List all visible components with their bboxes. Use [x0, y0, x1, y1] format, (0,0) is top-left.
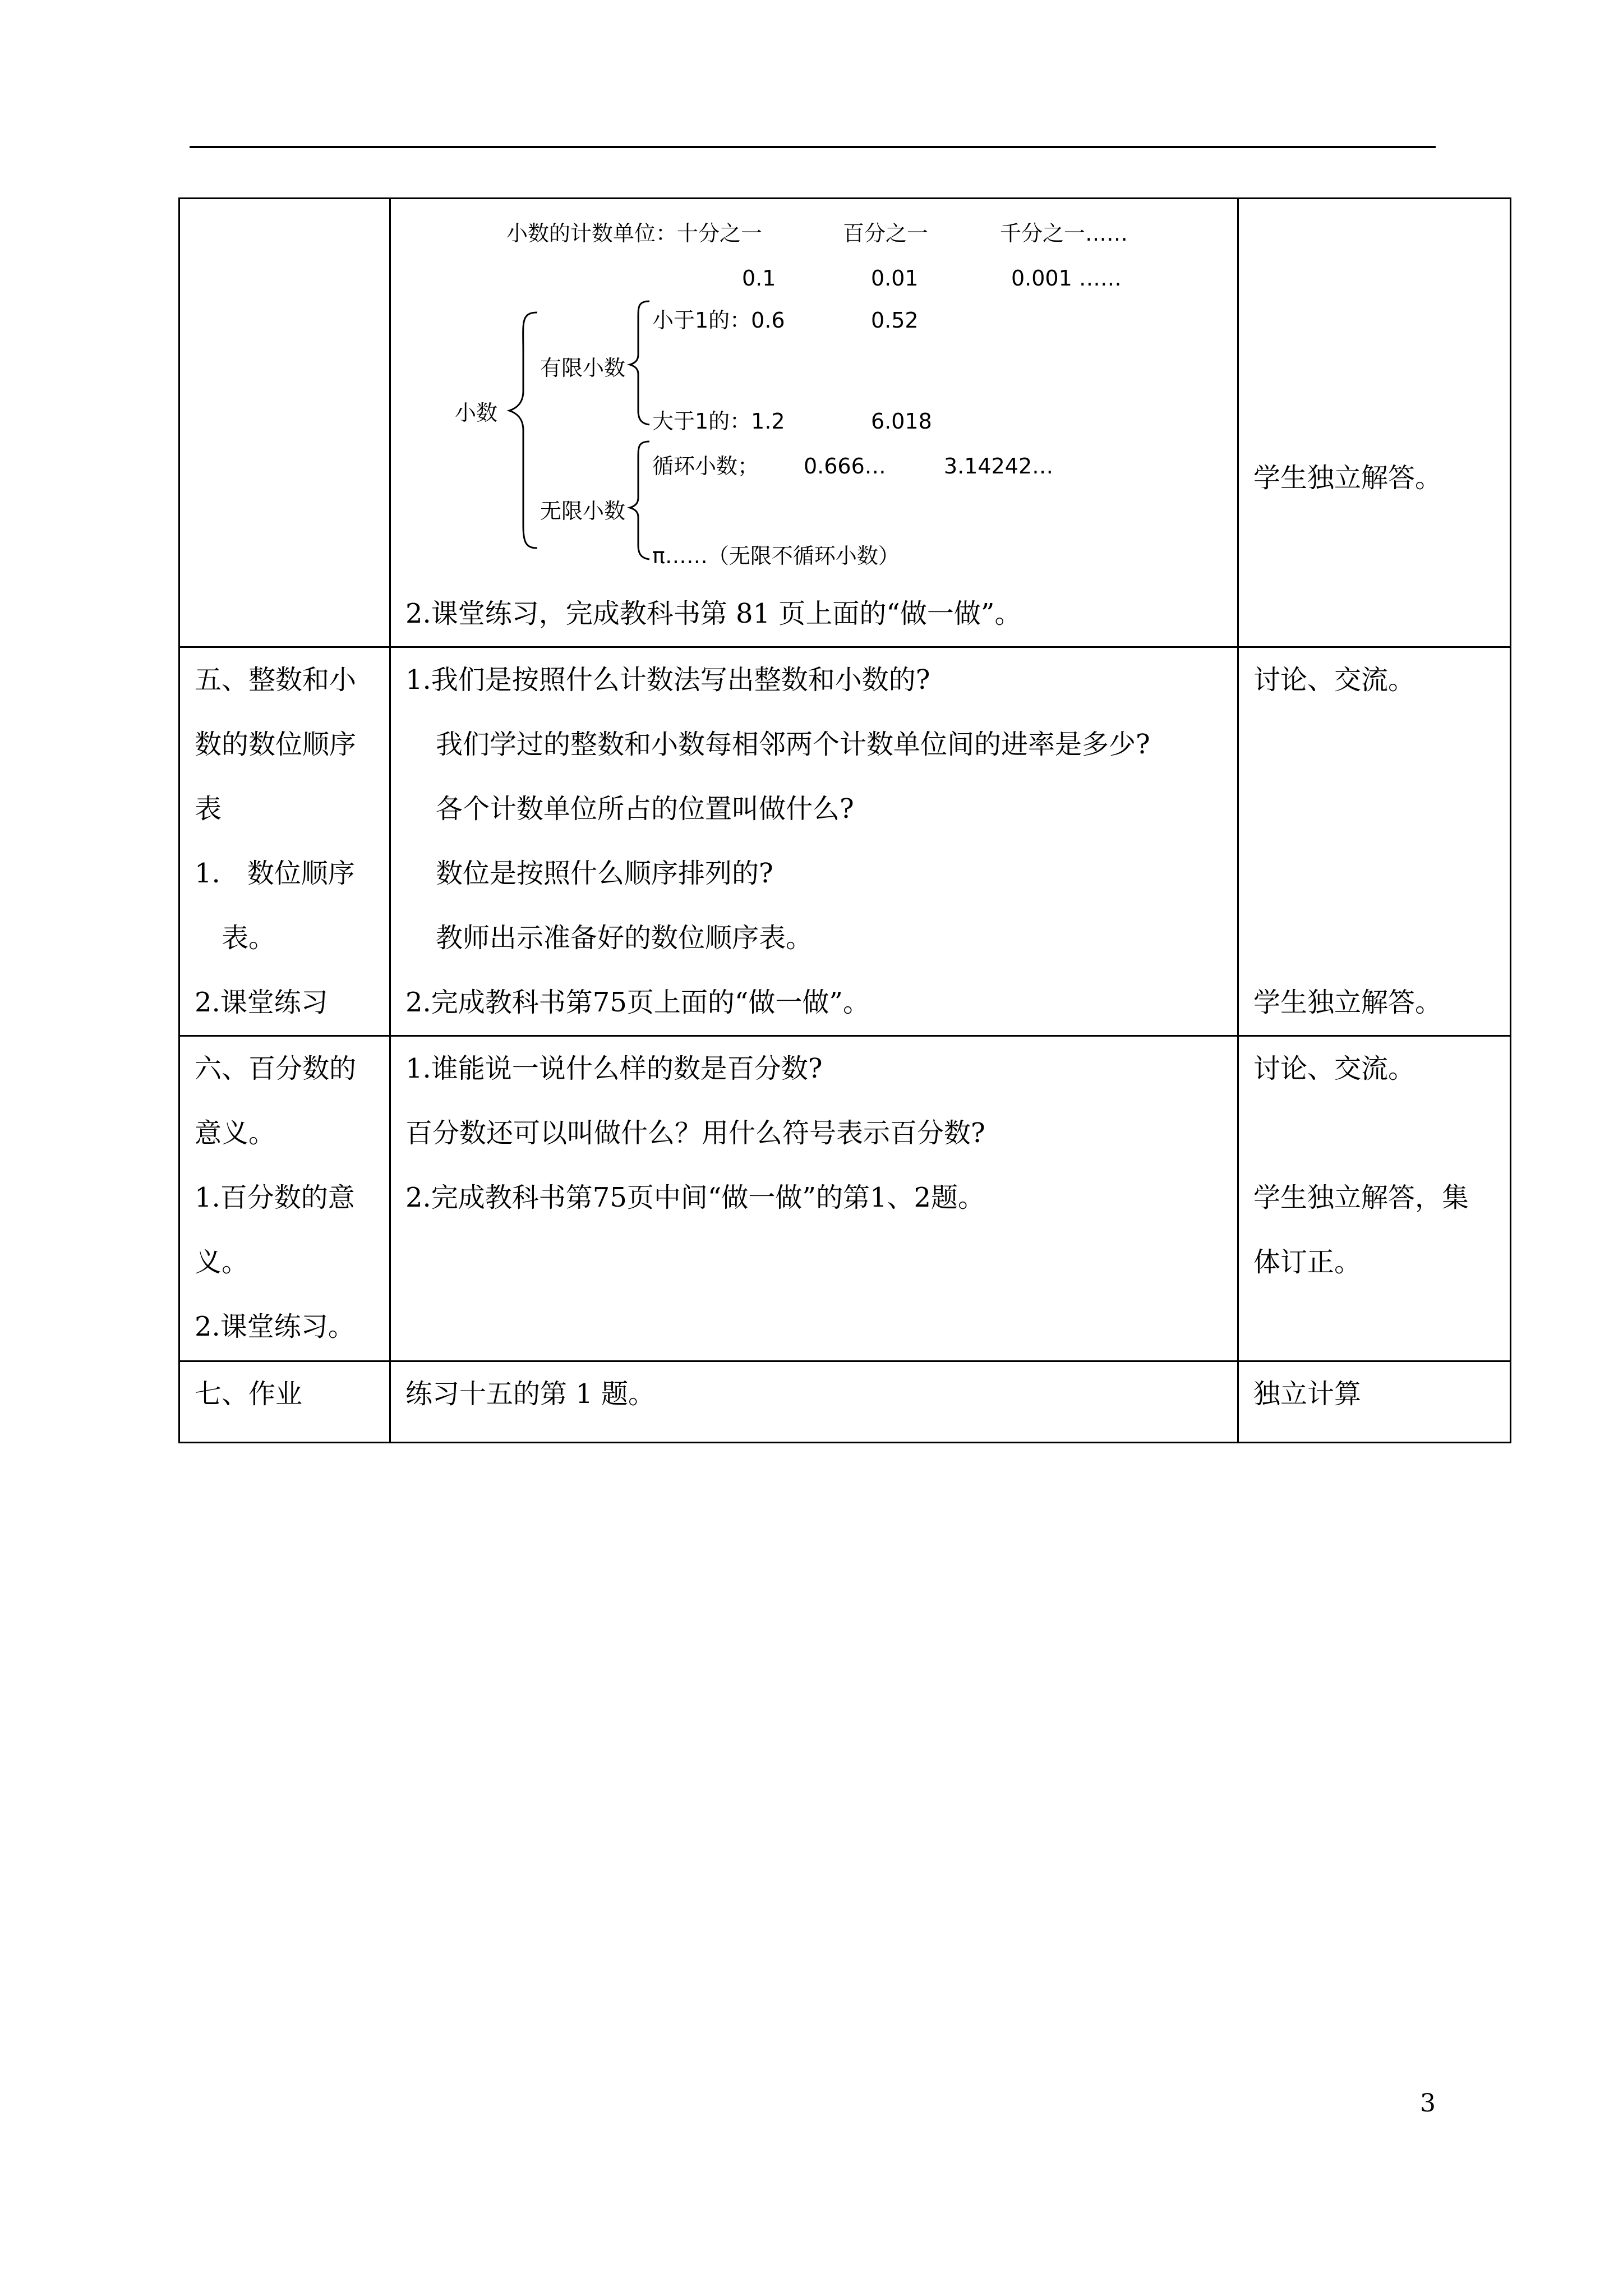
content-line: 教师出示准备好的数位顺序表。	[436, 922, 813, 954]
infinite-label: 无限小数	[540, 499, 626, 523]
stage-line: 五、整数和小	[195, 664, 357, 696]
stage-line: 表	[195, 793, 222, 825]
activity-line: 讨论、交流。	[1253, 1053, 1415, 1084]
stage-line: 意义。	[195, 1117, 276, 1149]
activity-cell	[1238, 199, 1511, 647]
stage-line: 六、百分数的	[195, 1053, 357, 1084]
pi-label: π……（无限不循环小数）	[652, 544, 900, 568]
stage-cell	[179, 1361, 390, 1443]
stage-line: 义。	[195, 1246, 249, 1278]
content-cell	[390, 1361, 1238, 1443]
stage-line: 表。	[195, 922, 276, 954]
greater-than-one-b: 6.018	[871, 409, 932, 434]
less-than-one: 小于1的：0.6	[652, 308, 785, 333]
content-line: 1.我们是按照什么计数法写出整数和小数的?	[405, 664, 930, 696]
activity-cell	[1238, 647, 1511, 1036]
repeating-label: 循环小数；	[652, 454, 759, 478]
root-label: 小数	[455, 401, 498, 425]
stage-line: 数的数位顺序	[195, 729, 357, 760]
stage-line: 2.课堂练习。	[195, 1311, 355, 1342]
content-line: 2.完成教科书第75页上面的“做一做”。	[405, 987, 870, 1018]
activity-line: 学生独立解答。	[1253, 987, 1442, 1018]
unit-thousandth: 千分之一……	[1000, 221, 1128, 246]
activity-cell	[1238, 1036, 1511, 1361]
content-cell	[390, 647, 1238, 1036]
value-hundredth: 0.01	[871, 266, 919, 291]
activity-cell	[1238, 1361, 1511, 1443]
unit-hundredth: 百分之一	[843, 221, 929, 246]
table-row	[179, 199, 1511, 647]
table-row	[179, 1361, 1511, 1443]
content-line: 1.谁能说一说什么样的数是百分数?	[405, 1053, 823, 1084]
content-line: 数位是按照什么顺序排列的?	[436, 858, 773, 889]
units-label: 小数的计数单位：十分之一	[506, 221, 763, 246]
value-thousandth: 0.001 ……	[1011, 266, 1122, 291]
repeating-b: 3.14242…	[944, 454, 1054, 478]
lesson-plan-table	[178, 197, 1511, 1443]
content-cell	[390, 1036, 1238, 1361]
stage-line: 2.课堂练习	[195, 987, 328, 1018]
table-row	[179, 1036, 1511, 1361]
activity-line: 学生独立解答，集	[1253, 1182, 1469, 1213]
less-than-one-b: 0.52	[871, 308, 919, 333]
content-cell	[390, 199, 1238, 647]
content-line: 各个计数单位所占的位置叫做什么?	[436, 793, 854, 825]
activity-line: 独立计算	[1253, 1378, 1362, 1410]
activity-line: 讨论、交流。	[1253, 664, 1415, 696]
stage-cell	[179, 1036, 390, 1361]
stage-cell	[179, 647, 390, 1036]
table-row	[179, 647, 1511, 1036]
stage-line: 七、作业	[195, 1378, 303, 1410]
activity-line: 学生独立解答。	[1253, 462, 1442, 494]
finite-label: 有限小数	[540, 356, 626, 380]
stage-line: 1.百分数的意	[195, 1182, 355, 1213]
value-tenth: 0.1	[742, 266, 776, 291]
content-line: 练习十五的第 1 题。	[405, 1378, 656, 1410]
exercise-line: 2.课堂练习，完成教科书第 81 页上面的“做一做”。	[405, 598, 1022, 629]
greater-than-one: 大于1的：1.2	[652, 409, 785, 434]
activity-line: 体订正。	[1253, 1246, 1362, 1278]
decimal-classification-diagram	[428, 211, 1129, 582]
header-rule	[190, 146, 1436, 148]
content-line: 2.完成教科书第75页中间“做一做”的第1、2题。	[405, 1182, 985, 1213]
page-number: 3	[1420, 2089, 1436, 2118]
content-line: 我们学过的整数和小数每相邻两个计数单位间的进率是多少?	[436, 729, 1150, 760]
stage-line: 1. 数位顺序	[195, 858, 355, 889]
repeating-a: 0.666…	[804, 454, 886, 478]
content-line: 百分数还可以叫做什么？用什么符号表示百分数?	[405, 1117, 985, 1149]
stage-cell	[179, 199, 390, 647]
